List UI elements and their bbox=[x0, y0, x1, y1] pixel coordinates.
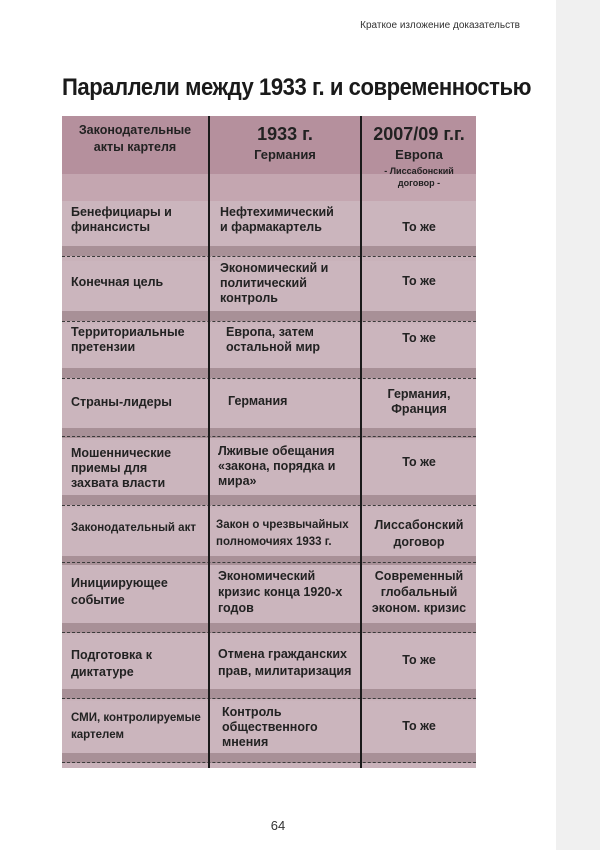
row-separator bbox=[62, 632, 476, 633]
row-separator bbox=[62, 505, 476, 506]
row-separator bbox=[62, 256, 476, 257]
row7-label: Инициирующее событие bbox=[71, 576, 168, 607]
row4-now: Германия, Франция bbox=[387, 387, 451, 416]
row-separator bbox=[62, 436, 476, 437]
running-header: Краткое изложение доказательств bbox=[360, 20, 520, 31]
header-col3-note-line1: - Лиссабонский bbox=[384, 166, 454, 176]
row1-1933: Нефтехимический и фармакартель bbox=[220, 205, 334, 234]
row4-1933: Германия bbox=[228, 394, 288, 408]
row-separator bbox=[62, 321, 476, 322]
header-col3-year: 2007/09 г.г. bbox=[373, 124, 465, 144]
row-separator bbox=[62, 562, 476, 563]
row3-now: То же bbox=[402, 331, 436, 345]
row-separator bbox=[62, 378, 476, 379]
header-col3 bbox=[362, 124, 476, 189]
row8-1933: Отмена гражданских прав, милитаризация bbox=[218, 647, 352, 678]
row-stripe bbox=[62, 246, 476, 256]
row7-1933: Экономический кризис конца 1920-х годов bbox=[218, 569, 343, 615]
row7-now: Современный глобальный эконом. кризис bbox=[371, 569, 467, 615]
row2-now: То же bbox=[402, 274, 436, 288]
header-col2-country: Германия bbox=[254, 147, 316, 162]
page-number: 64 bbox=[270, 818, 286, 833]
row6-now: Лиссабонский договор bbox=[374, 518, 464, 549]
row-separator bbox=[62, 698, 476, 699]
column-divider bbox=[360, 116, 362, 768]
row6-1933: Закон о чрезвычайных полномочиях 1933 г. bbox=[216, 519, 349, 548]
header-col3-note-line2: договор - bbox=[397, 178, 441, 188]
header-col2-year: 1933 г. bbox=[257, 124, 313, 144]
row-stripe bbox=[62, 311, 476, 321]
row9-1933: Контроль общественного мнения bbox=[222, 705, 318, 749]
comparison-table bbox=[62, 116, 476, 768]
row-separator bbox=[62, 762, 476, 763]
column-divider bbox=[208, 116, 210, 768]
page-title: Параллели между 1933 г. и современностью bbox=[62, 74, 532, 101]
header-col1-line1: Законодательные bbox=[78, 123, 192, 137]
header-col2 bbox=[210, 124, 360, 162]
row-stripe bbox=[62, 368, 476, 378]
row6-label: Законодательный акт bbox=[71, 522, 196, 534]
row8-now: То же bbox=[402, 653, 436, 667]
header-col1-line2: акты картеля bbox=[93, 140, 177, 154]
row2-label: Конечная цель bbox=[71, 275, 164, 289]
row2-1933: Экономический и политический контроль bbox=[220, 261, 329, 305]
row9-now: То же bbox=[402, 719, 436, 733]
header-col1 bbox=[62, 122, 208, 156]
row5-now: То же bbox=[402, 455, 436, 469]
row3-label: Территориальные претензии bbox=[71, 325, 185, 354]
row8-label: Подготовка к диктатуре bbox=[71, 648, 152, 679]
row5-label: Мошеннические приемы для захвата власти bbox=[71, 446, 172, 490]
row1-now: То же bbox=[402, 220, 436, 234]
row-stripe bbox=[62, 495, 476, 505]
page-edge bbox=[556, 0, 600, 850]
row9-label: СМИ, контролируемые картелем bbox=[71, 712, 201, 741]
row5-1933: Лживые обещания «закона, порядка и мира» bbox=[218, 444, 336, 488]
row4-label: Страны-лидеры bbox=[71, 395, 172, 409]
row1-label: Бенефициары и финансисты bbox=[71, 205, 172, 234]
header-col3-region: Европа bbox=[395, 147, 443, 162]
row3-1933: Европа, затем остальной мир bbox=[226, 325, 321, 354]
